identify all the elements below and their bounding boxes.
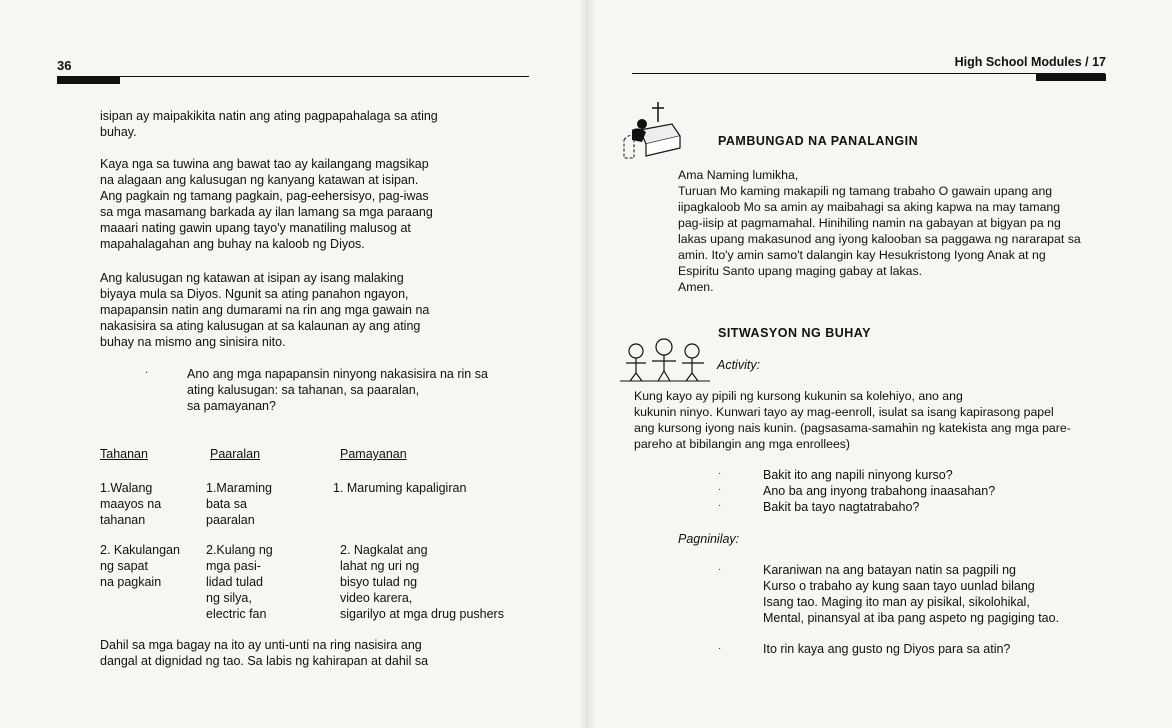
reflection-text: Karaniwan na ang batayan natin sa pagpili ng Kurso o trabaho ay kung saan tayo uunlad bilang Isang tao. Maging ito man ay pisikal, sikolohikal, Mental, pinansyal at iba pang aspeto ng pagiging tao. xyxy=(763,563,1060,625)
prayer-text: Ama Naming lumikha, Turuan Mo kaming makapili ng tamang trabaho O gawain upang ang iipagkaloob Mo sa amin ay maibahagi sa aking kapwa na may tamang pag-iisip at pagmamahal. Hinihiling namin na gabayan at bigyan pa ng lakas upang makasunod ang iyong kalooban sa paggawa ng nararapat sa amin. Ito'y amin samo't dalangin kay Hesukristong Iyong Anak at ng Espiritu Santo upang maging gabay at lakas. Amen. xyxy=(678,168,1081,294)
bullet: · xyxy=(718,468,722,479)
section-title-sitwasyon: SITWASYON NG BUHAY xyxy=(718,326,872,340)
activity-label: Activity: xyxy=(717,358,761,372)
table-cell: 1.Maraming bata sa paaralan xyxy=(206,481,272,527)
prayer-icon xyxy=(620,100,690,162)
paragraph-1: isipan ay maipakikita natin ang ating pagpapahalaga sa ating buhay. xyxy=(100,109,438,139)
paragraph-2: Kaya nga sa tuwina ang bawat tao ay kailangang magsikap na alagaan ang kalusugan ng kanyang katawan at isipan. Ang pagkain ng tamang pagkain, pag-eehersisyo, pag-iwas sa mga masamang barkada ay ilan lamang sa mga paraang maaari nating gawin upang tayo'y manatiling malusog at mapahalagahan ang buhay na kaloob ng Diyos. xyxy=(100,157,433,251)
header-rule xyxy=(57,76,529,77)
table-cell: 2. Nagkalat ang lahat ng uri ng bisyo tulad ng video karera, sigarilyo at mga drug pushers xyxy=(340,543,504,621)
question-item: Bakit ba tayo nagtatrabaho? xyxy=(763,500,920,514)
table-header-pamayanan: Pamayanan xyxy=(340,447,407,461)
bullet: · xyxy=(718,500,722,511)
table-cell: 2. Kakulangan ng sapat na pagkain xyxy=(100,543,180,589)
bullet: · xyxy=(718,484,722,495)
section-title-pambungad: PAMBUNGAD NA PANALANGIN xyxy=(718,134,919,148)
pagninilay-label: Pagninilay: xyxy=(678,532,740,546)
page-number: 36 xyxy=(57,58,72,73)
question: Ano ang mga napapansin ninyong nakasisira na rin sa ating kalusugan: sa tahanan, sa paaralan, sa pamayanan? xyxy=(187,367,488,413)
right-page xyxy=(586,0,1172,728)
bullet: · xyxy=(718,643,722,654)
question-item: Ano ba ang inyong trabahong inaasahan? xyxy=(763,484,996,498)
header-bar xyxy=(57,77,120,84)
bullet: · xyxy=(718,564,722,575)
paragraph-4: Dahil sa mga bagay na ito ay unti-unti na ring nasisira ang dangal at dignidad ng tao. Sa labis ng kahirapan at dahil sa xyxy=(100,638,429,668)
header-bar xyxy=(1036,74,1106,81)
table-header-paaralan: Paaralan xyxy=(210,447,261,461)
bullet: · xyxy=(145,367,149,378)
paragraph-3: Ang kalusugan ng katawan at isipan ay isang malaking biyaya mula sa Diyos. Ngunit sa ating panahon ngayon, mapapansin natin ang dumarami na rin ang mga gawain na nakasisira sa ating kalusugan at sa kalaunan ay ang ating buhay na mismo ang sinisira nito. xyxy=(100,271,430,349)
table-cell: 1.Walang maayos na tahanan xyxy=(100,481,162,527)
header-rule xyxy=(632,73,1105,74)
activity-text: Kung kayo ay pipili ng kursong kukunin sa kolehiyo, ano ang kukunin ninyo. Kunwari tayo ay mag-eenroll, isulat sa isang kapirasong papel ang kursong iyong nais kunin. (pagsasama-samahin ng katekista ang mga pare- pareho at bibilangin ang mga enrollees) xyxy=(634,389,1071,451)
table-cell: 2.Kulang ng mga pasi- lidad tulad ng silya, electric fan xyxy=(206,543,273,621)
question-item: Bakit ito ang napili ninyong kurso? xyxy=(763,468,953,482)
table-header-tahanan: Tahanan xyxy=(100,447,148,461)
page-header: High School Modules / 17 xyxy=(954,55,1106,69)
reflection-question: Ito rin kaya ang gusto ng Diyos para sa atin? xyxy=(763,642,1011,656)
children-group-icon xyxy=(620,335,710,387)
table-cell: 1. Maruming kapaligiran xyxy=(333,481,467,495)
